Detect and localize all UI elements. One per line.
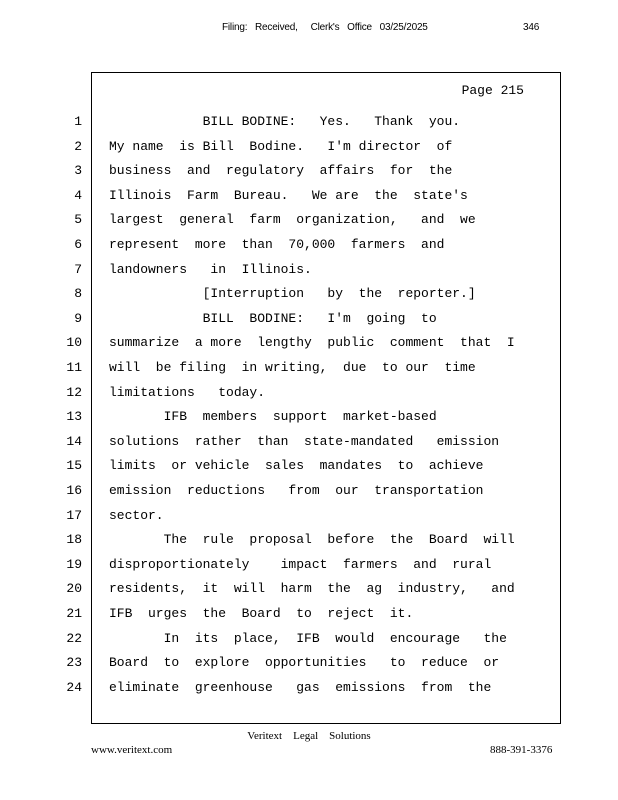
transcript-line-text: Illinois Farm Bureau. We are the state's (109, 188, 468, 203)
sheet-number: 346 (523, 22, 540, 33)
transcript-line-text: will be filing in writing, due to our time (109, 360, 476, 375)
transcript-line-text: sector. (109, 508, 164, 523)
transcript-line-text: IFB urges the Board to reject it. (109, 606, 414, 621)
transcript-line-text: solutions rather than state-mandated emission (109, 434, 500, 449)
line-number: 22 (66, 631, 82, 646)
page-label: Page 215 (461, 83, 524, 98)
line-number: 13 (66, 409, 82, 424)
line-number: 4 (74, 188, 82, 203)
transcript-line-text: BILL BODINE: Yes. Thank you. (109, 114, 461, 129)
line-number: 16 (66, 483, 82, 498)
line-number: 11 (66, 360, 82, 375)
line-number: 18 (66, 532, 82, 547)
line-number: 17 (66, 508, 82, 523)
footer-phone: 888-391-3376 (490, 744, 553, 756)
line-number: 21 (66, 606, 82, 621)
transcript-line-text: The rule proposal before the Board will (109, 532, 515, 547)
filing-header (0, 22, 618, 38)
line-number: 3 (74, 163, 82, 178)
transcript-line-text: largest general farm organization, and we (109, 212, 476, 227)
footer-website: www.veritext.com (91, 744, 173, 756)
transcript-line-text: landowners in Illinois. (109, 262, 312, 277)
line-number: 9 (74, 311, 82, 326)
transcript-line-text: emission reductions from our transportation (109, 483, 484, 498)
line-number: 12 (66, 385, 82, 400)
transcript-line-text: IFB members support market-based (109, 409, 437, 424)
line-number: 24 (66, 680, 82, 695)
line-number: 14 (66, 434, 82, 449)
transcript-line-text: [Interruption by the reporter.] (109, 286, 476, 301)
transcript-line-text: represent more than 70,000 farmers and (109, 237, 445, 252)
transcript-line-text: BILL BODINE: I'm going to (109, 311, 437, 326)
transcript-line-text: residents, it will harm the ag industry, and (109, 581, 515, 596)
line-number: 19 (66, 557, 82, 572)
filing-stamp: Filing: Received, Clerk's Office 03/25/2025 (222, 22, 428, 33)
transcript-line-text: limitations today. (109, 385, 266, 400)
line-number: 15 (66, 458, 82, 473)
line-number: 7 (74, 262, 82, 277)
line-number: 2 (74, 139, 82, 154)
transcript-line-text: eliminate greenhouse gas emissions from the (109, 680, 492, 695)
line-number: 5 (74, 212, 82, 227)
line-number: 6 (74, 237, 82, 252)
transcript-line-text: Board to explore opportunities to reduce or (109, 655, 500, 670)
line-number: 8 (74, 286, 82, 301)
transcript-line-text: business and regulatory affairs for the (109, 163, 453, 178)
transcript-line-text: summarize a more lengthy public comment that I (109, 335, 515, 350)
footer-company: Veritext Legal Solutions (247, 730, 371, 742)
transcript-line-text: My name is Bill Bodine. I'm director of (109, 139, 453, 154)
line-number: 20 (66, 581, 82, 596)
line-number: 1 (74, 114, 82, 129)
line-number: 10 (66, 335, 82, 350)
transcript-line-text: limits or vehicle sales mandates to achieve (109, 458, 484, 473)
line-number: 23 (66, 655, 82, 670)
transcript-line-text: In its place, IFB would encourage the (109, 631, 507, 646)
transcript-line-text: disproportionately impact farmers and rural (109, 557, 492, 572)
